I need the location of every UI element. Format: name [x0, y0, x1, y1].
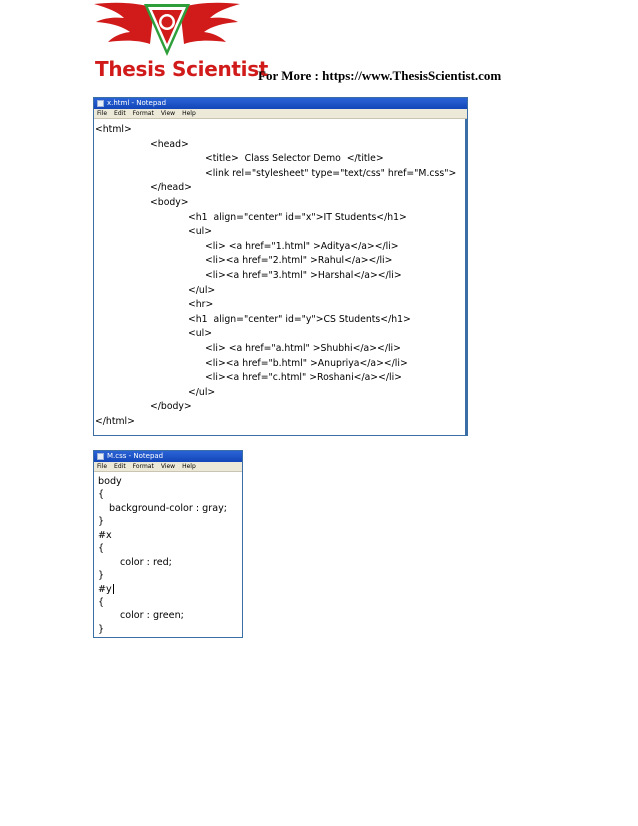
menu-edit[interactable]: Edit — [114, 463, 126, 470]
logo — [92, 0, 269, 88]
code-line-text: <html> — [95, 124, 132, 135]
code-line — [94, 542, 242, 555]
code-line-text: <li><a href="2.html" >Rahul</a></li> — [205, 255, 393, 267]
code-line-text: #y — [98, 583, 112, 595]
code-line — [94, 342, 467, 357]
code-line-text: <h1 align="center" id="x">IT Students</h1> — [188, 211, 407, 223]
logo-text: Thesis Scientist — [95, 57, 269, 81]
code-line-text: <li><a href="3.html" >Harshal</a></li> — [205, 269, 402, 281]
code-line-text: </head> — [150, 182, 192, 194]
code-line-text: <ul> — [188, 328, 213, 340]
code-line-text: { — [98, 596, 105, 608]
menu-view[interactable]: View — [160, 463, 176, 470]
code-line-text: </html> — [95, 415, 135, 427]
code-line — [94, 623, 242, 636]
code-line-text: </ul> — [188, 386, 216, 398]
code-line — [94, 123, 467, 138]
code-line — [94, 529, 242, 542]
code-line — [94, 167, 467, 182]
code-line — [94, 211, 467, 226]
code-line — [94, 357, 467, 372]
code-line-text: <li><a href="c.html" >Roshani</a></li> — [205, 372, 402, 384]
code-line — [94, 152, 467, 167]
menu-format[interactable]: Format — [132, 463, 154, 470]
code-line — [94, 181, 467, 196]
notepad-icon — [97, 100, 104, 107]
logo-wings-icon — [92, 0, 242, 60]
more-info-link[interactable]: For More : https://www.ThesisScientist.com — [258, 68, 502, 83]
code-line — [94, 475, 242, 488]
code-line-text: { — [98, 543, 105, 555]
html-window-titlebar[interactable] — [94, 98, 467, 109]
code-line-text: #x — [98, 529, 112, 541]
css-notepad-window — [93, 450, 243, 638]
menu-format[interactable]: Format — [132, 110, 154, 117]
css-window-titlebar[interactable] — [94, 451, 242, 462]
code-line — [94, 284, 467, 299]
code-line — [94, 298, 467, 313]
code-line-text: <li> <a href="1.html" >Aditya</a></li> — [205, 240, 399, 252]
code-line — [94, 386, 467, 401]
code-line — [94, 254, 467, 269]
code-line — [94, 569, 242, 582]
code-line — [94, 515, 242, 528]
code-line — [94, 556, 242, 569]
code-line-text: </ul> — [188, 284, 216, 296]
code-line-text: <head> — [150, 138, 189, 150]
css-window-title: M.css - Notepad — [107, 452, 164, 460]
code-line-text: <title> Class Selector Demo </title> — [205, 153, 384, 165]
html-window-menubar — [94, 109, 467, 119]
code-line-text: } — [98, 516, 105, 528]
html-editor-text-area[interactable] — [94, 119, 467, 429]
code-line — [94, 596, 242, 609]
code-line — [94, 502, 242, 515]
code-line-text: color : green; — [120, 610, 184, 622]
code-line — [94, 269, 467, 284]
code-line — [94, 583, 242, 596]
code-line — [94, 313, 467, 328]
html-window-title: x.html - Notepad — [107, 99, 167, 107]
code-line-text: body — [98, 476, 122, 487]
code-line — [94, 240, 467, 255]
code-line — [94, 225, 467, 240]
code-line — [94, 488, 242, 501]
code-line — [94, 371, 467, 386]
menu-file[interactable]: File — [97, 463, 108, 470]
code-line — [94, 415, 467, 430]
code-line-text: <hr> — [188, 299, 214, 311]
code-line-text: <body> — [150, 196, 189, 208]
code-line-text: </body> — [150, 401, 192, 413]
code-line-text: color : red; — [120, 556, 172, 568]
html-window-right-border — [465, 119, 467, 435]
code-line-text: background-color : gray; — [109, 502, 227, 514]
menu-file[interactable]: File — [97, 110, 108, 117]
code-line-text: <link rel="stylesheet" type="text/css" href="M.css"> — [205, 167, 457, 179]
menu-view[interactable]: View — [160, 110, 176, 117]
menu-help[interactable]: Help — [182, 463, 196, 470]
css-editor-text-area[interactable] — [94, 472, 242, 636]
code-line-text: <h1 align="center" id="y">CS Students</h1> — [188, 313, 411, 325]
menu-edit[interactable]: Edit — [114, 110, 126, 117]
code-line — [94, 138, 467, 153]
text-caret — [113, 584, 114, 594]
notepad-icon — [97, 453, 104, 460]
code-line — [94, 400, 467, 415]
code-line — [94, 609, 242, 622]
code-line — [94, 327, 467, 342]
code-line-text: <ul> — [188, 226, 213, 238]
menu-help[interactable]: Help — [182, 110, 196, 117]
code-line-text: <li> <a href="a.html" >Shubhi</a></li> — [205, 342, 401, 354]
css-window-menubar — [94, 462, 242, 472]
code-line-text: { — [98, 489, 105, 501]
code-line-text: <li><a href="b.html" >Anupriya</a></li> — [205, 357, 408, 369]
code-line-text: } — [98, 570, 105, 582]
code-line-text: } — [98, 623, 105, 635]
html-notepad-window — [93, 97, 468, 436]
code-line — [94, 196, 467, 211]
